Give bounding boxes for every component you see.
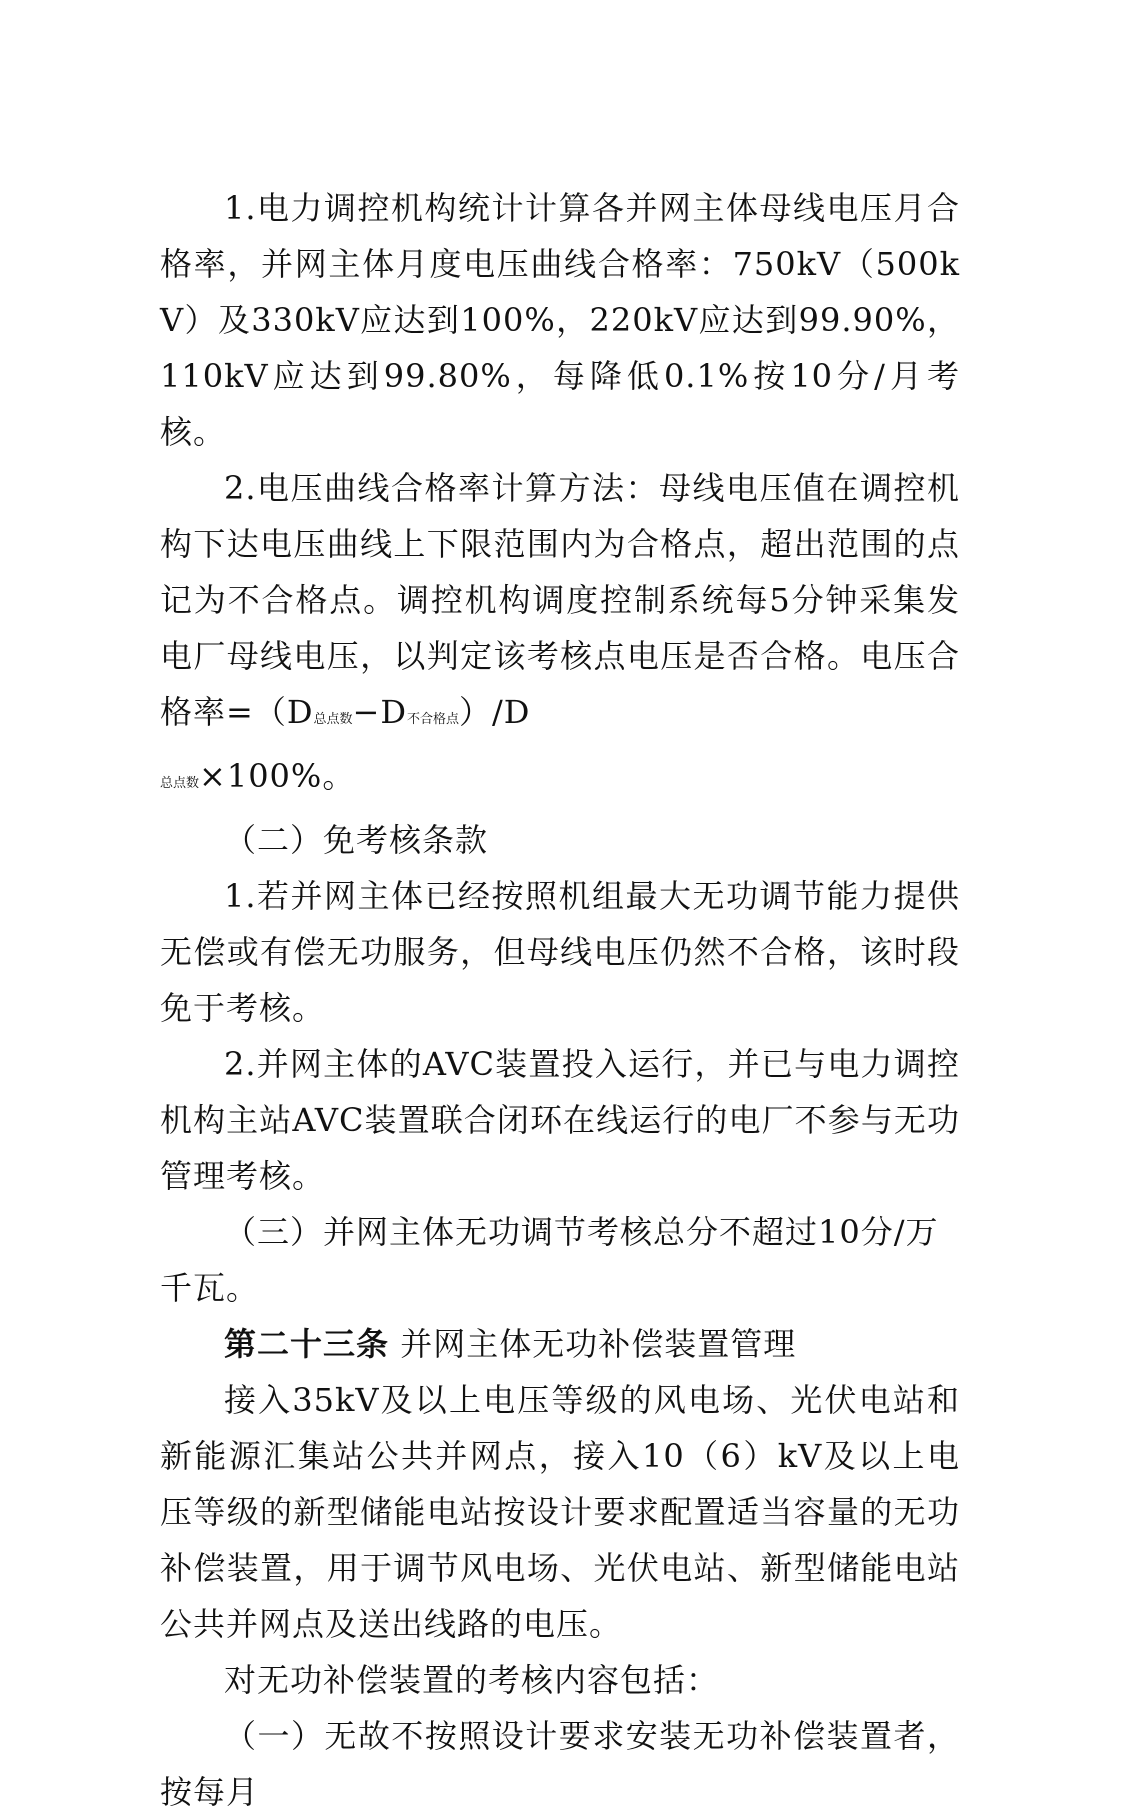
paragraph-item-1: （一）无故不按照设计要求安装无功补偿装置者，按每月	[160, 1717, 960, 1811]
calc-method-text: 2.电压曲线合格率计算方法：母线电压值在调控机构下达电压曲线上下限范围内为合格点，超出范围的点记为不合格点。调控机构调度控制系统每5分钟采集发电厂母线电压，以判定该考核点电压是否合格。电压合格率=（D	[160, 469, 960, 731]
paragraph-exemption-1: 1.若并网主体已经按照机组最大无功调节能力提供无偿或有偿无功服务，但母线电压仍然不合格，该时段免于考核。	[160, 877, 960, 1027]
article-heading	[160, 1316, 960, 1372]
subscript-unqualified-points: 不合格点	[406, 712, 459, 727]
section-heading-total-score: （三）并网主体无功调节考核总分不超过10分/万千瓦。	[160, 1213, 939, 1307]
paragraph-assessment-content: 对无功补偿装置的考核内容包括：	[224, 1661, 720, 1699]
paragraph-compensation-requirement: 接入35kV及以上电压等级的风电场、光伏电站和新能源汇集站公共并网点，接入10（6）kV及以上电压等级的新型储能电站按设计要求配置适当容量的无功补偿装置，用于调节风电场、光伏电站、新型储能电站公共并网点及送出线路的电压。	[160, 1381, 960, 1643]
paragraph-voltage-qualification-rate: 1.电力调控机构统计计算各并网主体母线电压月合格率，并网主体月度电压曲线合格率：750kV（500kV）及330kV应达到100%，220kV应达到99.90%，110kV应达到99.80%，每降低0.1%按10分/月考核。	[160, 189, 960, 451]
document-body	[160, 180, 960, 1820]
article-title: 并网主体无功补偿装置管理	[389, 1325, 797, 1363]
formula-minus: −D	[352, 693, 407, 731]
section-heading-exemption: （二）免考核条款	[224, 821, 489, 859]
article-number: 第二十三条	[224, 1325, 390, 1363]
paragraph-exemption-2: 2.并网主体的AVC装置投入运行，并已与电力调控机构主站AVC装置联合闭环在线运行的电厂不参与无功管理考核。	[160, 1045, 960, 1195]
paragraph-calculation-method	[160, 460, 960, 812]
formula-divide: ）/D	[458, 693, 531, 731]
subscript-total-points-2: 总点数	[160, 776, 200, 791]
formula-end: ×100%。	[199, 757, 356, 795]
subscript-total-points: 总点数	[313, 712, 353, 727]
